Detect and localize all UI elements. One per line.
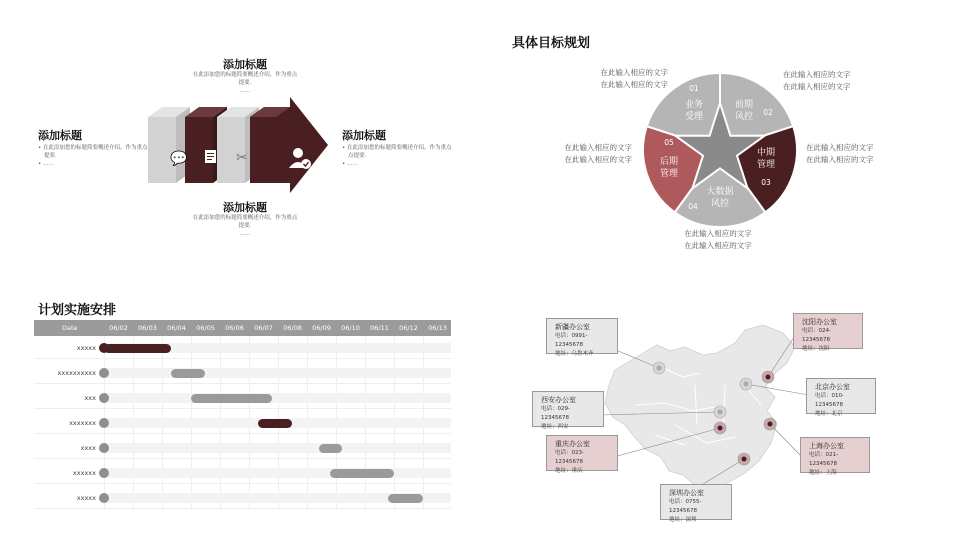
segment-02-label: 前期 风控 — [734, 100, 753, 122]
segment-03-num: 03 — [761, 178, 771, 187]
office-card — [660, 484, 732, 523]
office-phone: 电话：029-12345678 — [541, 406, 570, 421]
office-card — [806, 378, 876, 417]
left-heading: 添加标题 — [38, 129, 82, 142]
right-heading: 添加标题 — [342, 129, 386, 142]
gantt-date-header: 06/02 — [109, 324, 128, 332]
gantt-date-header: 06/06 — [225, 324, 244, 332]
gantt-date-header: 06/11 — [370, 324, 389, 332]
office-card — [793, 313, 863, 352]
goals-title: 具体目标规划 — [512, 36, 591, 51]
note-mid-left: 在此输入相应的文字 在此输入相应的文字 — [564, 143, 632, 164]
gantt-header-date: Date — [62, 324, 78, 332]
gantt-date-header: 06/12 — [399, 324, 418, 332]
left-desc: • 在此添加您的标题简要概述介绍，作为重点 提要. • …… — [38, 145, 148, 167]
office-phone: 电话：0991-12345678 — [555, 333, 588, 348]
segment-01-num: 01 — [689, 84, 699, 93]
segment-01-label: 业务 受理 — [684, 100, 703, 122]
gantt-row-label: xxxxxxxxxx — [57, 369, 96, 377]
office-name: 重庆办公室 — [555, 440, 590, 448]
top-desc: 在此添加您的标题简要概述介绍，作为重点 提要. …… — [192, 72, 298, 94]
office-name: 新疆办公室 — [555, 323, 590, 331]
segment-05-num: 05 — [664, 138, 674, 147]
office-name: 西安办公室 — [541, 396, 576, 404]
gantt-row-label: xxxx — [80, 444, 96, 452]
note-bottom: 在此输入相应的文字 在此输入相应的文字 — [684, 229, 752, 250]
segment-03-label: 中期 管理 — [756, 148, 775, 170]
office-phone: 电话：024-12345678 — [802, 328, 831, 343]
office-addr: 地址：乌鲁木齐 — [555, 351, 594, 357]
office-addr: 地址：重庆 — [555, 468, 583, 474]
gantt-date-header: 06/03 — [138, 324, 157, 332]
office-name: 上海办公室 — [809, 442, 844, 450]
gantt-date-header: 06/10 — [341, 324, 360, 332]
gantt-row-label: xxxxx — [76, 494, 96, 502]
note-mid-right: 在此输入相应的文字 在此输入相应的文字 — [806, 143, 874, 164]
office-phone: 电话：0755-12345678 — [669, 499, 702, 514]
chat-icon: 💬 — [170, 151, 188, 167]
office-addr: 地址：深圳 — [669, 517, 697, 523]
gantt-date-header: 06/04 — [167, 324, 186, 332]
office-addr: 地址：沈阳 — [802, 346, 830, 352]
office-name: 沈阳办公室 — [802, 318, 837, 326]
office-addr: 地址：北京 — [815, 411, 843, 417]
bottom-heading: 添加标题 — [223, 201, 267, 214]
gantt-date-header: 06/09 — [312, 324, 331, 332]
office-phone: 电话：023-12345678 — [555, 450, 584, 465]
gantt-title: 计划实施安排 — [38, 303, 117, 318]
note-top-left: 在此输入相应的文字 在此输入相应的文字 — [600, 68, 668, 89]
gantt-row-label: xxxxxxx — [69, 419, 96, 427]
segment-04-num: 04 — [688, 202, 698, 211]
office-card — [532, 391, 604, 430]
gantt-date-header: 06/07 — [254, 324, 273, 332]
office-phone: 电话：021-12345678 — [809, 452, 838, 467]
gantt-row-label: xxxxxx — [72, 469, 96, 477]
tools-icon: ✂ — [236, 150, 248, 166]
note-top-right: 在此输入相应的文字 在此输入相应的文字 — [783, 70, 851, 91]
office-addr: 地址：上海 — [809, 470, 837, 476]
office-name: 北京办公室 — [815, 383, 850, 391]
gantt-row-label: xxxxx — [76, 344, 96, 352]
office-card — [800, 437, 870, 476]
gantt-date-header: 06/13 — [428, 324, 447, 332]
segment-04-label: 大数据 风控 — [706, 187, 734, 209]
office-card — [546, 318, 618, 357]
right-desc: • 在此添加您的标题简要概述介绍，作为重点 点提要. • …… — [342, 145, 452, 167]
gantt-row-label: xxx — [84, 394, 96, 402]
gantt-date-header: 06/05 — [196, 324, 215, 332]
gantt-date-header: 06/08 — [283, 324, 302, 332]
segment-05-label: 后期 管理 — [659, 157, 678, 179]
bottom-desc: 在此添加您的标题简要概述介绍，作为重点 提要. …… — [192, 215, 298, 237]
office-card — [546, 435, 618, 474]
office-name: 深圳办公室 — [669, 489, 704, 497]
segment-02-num: 02 — [763, 108, 773, 117]
office-addr: 地址：西安 — [541, 424, 569, 430]
top-heading: 添加标题 — [223, 58, 267, 71]
office-phone: 电话：010-12345678 — [815, 393, 844, 408]
